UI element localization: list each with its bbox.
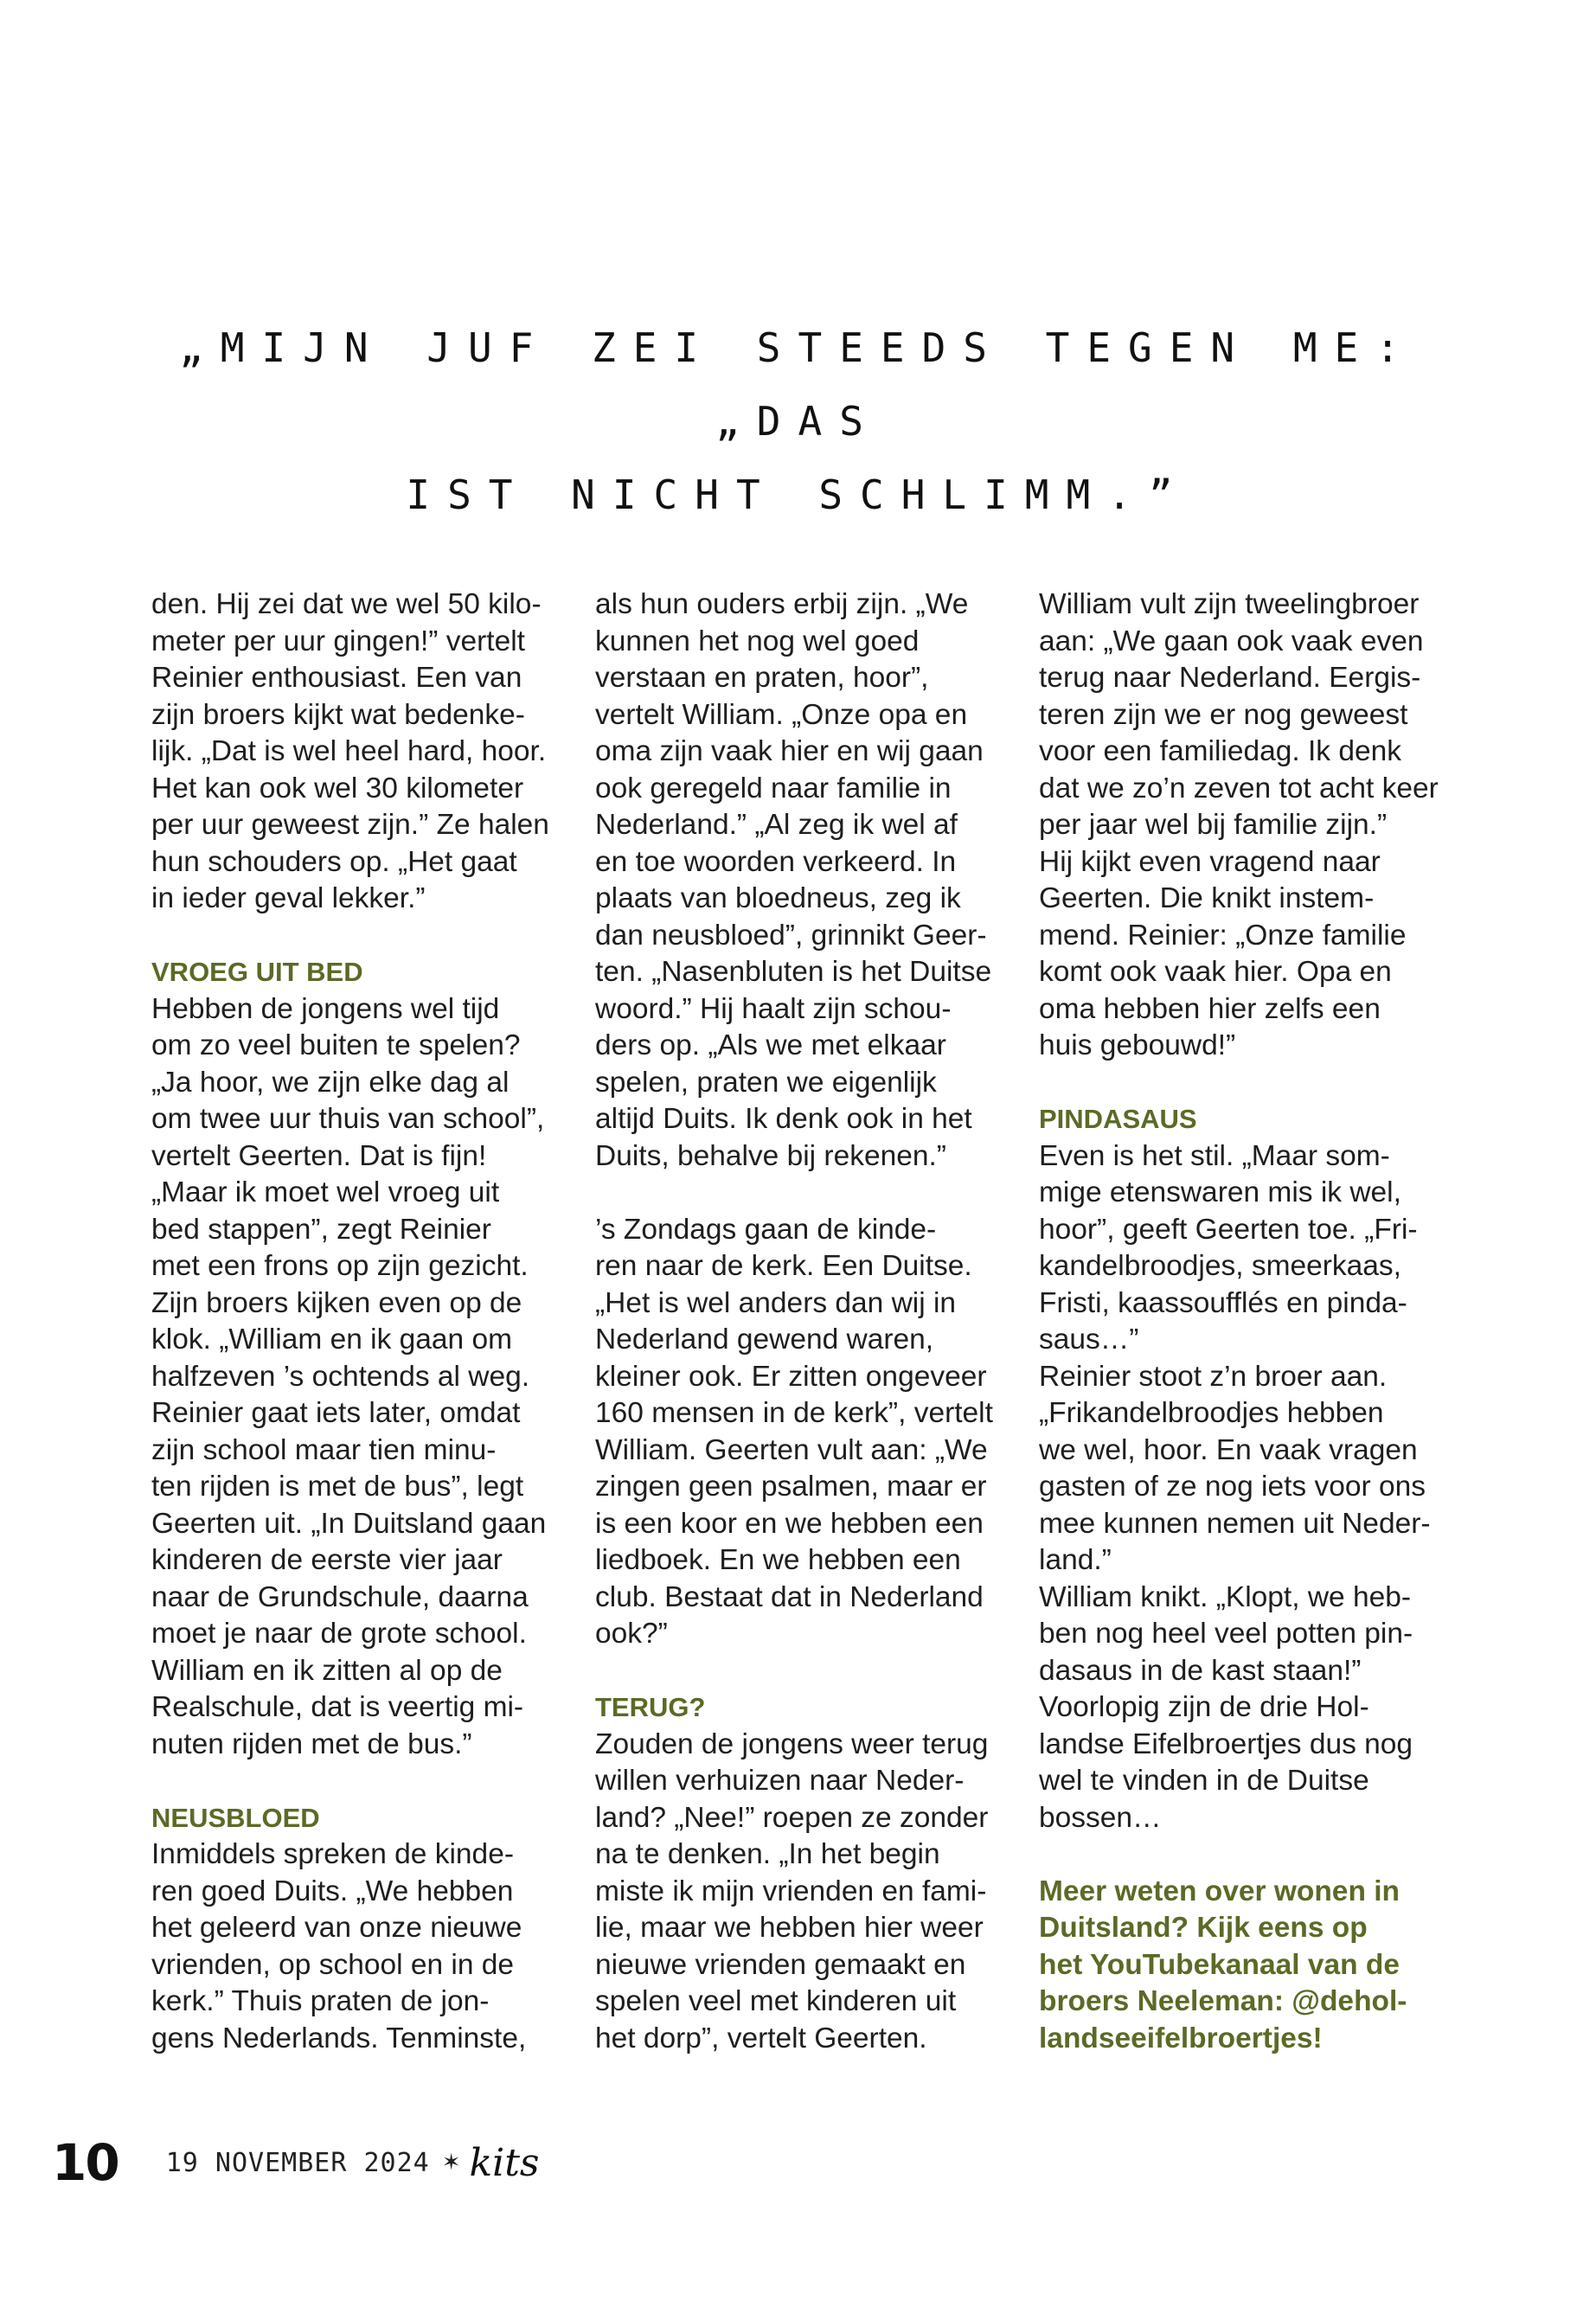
article-column-3 <box>1039 586 1467 2057</box>
text-line: oma hebben hier zelfs een <box>1039 992 1381 1025</box>
text-line: teren zijn we er nog geweest <box>1039 698 1408 731</box>
brand-logo: kits <box>469 2140 540 2185</box>
text-line: Reinier stoot z’n broer aan. <box>1039 1360 1388 1393</box>
text-line: „Het is wel anders dan wij in <box>595 1286 957 1319</box>
text-line: Reinier enthousiast. Een van <box>151 662 522 694</box>
text-line: we wel, hoor. En vaak vragen <box>1039 1433 1418 1466</box>
text-line: mee kunnen nemen uit Neder- <box>1039 1507 1431 1540</box>
text-line: hoor”, geeft Geerten toe. „Fri- <box>1039 1213 1418 1246</box>
text-line: land.” <box>1039 1544 1112 1576</box>
text-line: Realschule, dat is veertig mi- <box>151 1691 524 1723</box>
text-line: ben nog heel veel potten pin- <box>1039 1618 1413 1650</box>
text-line: vertelt William. „Onze opa en <box>595 698 968 731</box>
text-line: ook?” <box>595 1618 668 1650</box>
text-line: 160 mensen in de kerk”, vertelt <box>595 1397 993 1429</box>
paragraph-spacer <box>595 1175 1023 1212</box>
text-line: Fristi, kaassoufflés en pinda- <box>1039 1286 1407 1319</box>
text-line: Inmiddels spreken de kinde- <box>151 1838 514 1870</box>
text-line: naar de Grundschule, daarna <box>151 1580 529 1613</box>
text-line: hun schouders op. „Het gaat <box>151 845 517 878</box>
text-line: na te denken. „In het begin <box>595 1838 940 1870</box>
text-line: vertelt Geerten. Dat is fijn! <box>151 1139 487 1172</box>
text-line: dan neusbloed”, grinnikt Geer- <box>595 919 987 952</box>
section-heading: TERUG? <box>595 1692 706 1722</box>
pull-quote-line-2: IST NICHT SCHLIMM.” <box>406 471 1190 518</box>
paragraph-spacer <box>1039 1065 1467 1102</box>
text-line: voor een familiedag. Ik denk <box>1039 735 1401 767</box>
text-line: ren naar de kerk. Een Duitse. <box>595 1250 972 1282</box>
call-to-action <box>1039 1874 1467 2058</box>
text-line: land? „Nee!” roepen ze zonder <box>595 1801 989 1834</box>
section-heading: VROEG UIT BED <box>151 957 363 987</box>
text-line: en toe woorden verkeerd. In <box>595 845 957 878</box>
paragraph-spacer <box>151 1763 580 1800</box>
text-line: ook geregeld naar familie in <box>595 772 952 804</box>
text-line: huis gebouwd!” <box>1039 1029 1236 1061</box>
article-column-1 <box>151 586 580 2057</box>
text-line: Voorlopig zijn de drie Hol- <box>1039 1691 1369 1723</box>
paragraph <box>595 1212 1023 1653</box>
text-line: William en ik zitten al op de <box>151 1654 503 1687</box>
section-heading: NEUSBLOED <box>151 1802 320 1833</box>
text-line: Hij kijkt even vragend naar <box>1039 845 1381 878</box>
text-line: miste ik mijn vrienden en fami- <box>595 1875 987 1907</box>
text-line: moet je naar de grote school. <box>151 1618 527 1650</box>
star-icon: ✶ <box>441 2150 461 2175</box>
text-line: kleiner ook. Er zitten ongeveer <box>595 1360 987 1393</box>
text-line: terug naar Nederland. Eergis- <box>1039 662 1421 694</box>
text-line: gasten of ze nog iets voor ons <box>1039 1471 1426 1503</box>
text-line: Reinier gaat iets later, omdat <box>151 1397 521 1429</box>
text-line: club. Bestaat dat in Nederland <box>595 1580 984 1613</box>
text-line: William. Geerten vult aan: „We <box>595 1433 988 1466</box>
section-heading: PINDASAUS <box>1039 1104 1197 1134</box>
text-line: kinderen de eerste vier jaar <box>151 1544 503 1576</box>
text-line: nuten rijden met de bus.” <box>151 1727 472 1760</box>
text-line: altijd Duits. Ik denk ook in het <box>595 1103 972 1135</box>
text-line: ren goed Duits. „We hebben <box>151 1875 514 1907</box>
text-line: dat we zo’n zeven tot acht keer <box>1039 772 1439 804</box>
text-line: mend. Reinier: „Onze familie <box>1039 919 1407 952</box>
paragraph <box>595 1727 1023 2058</box>
text-line: ders op. „Als we met elkaar <box>595 1029 946 1061</box>
text-line: bed stappen”, zegt Reinier <box>151 1213 491 1246</box>
text-line: Meer weten over wonen in <box>1039 1875 1400 1907</box>
text-line: liedboek. En we hebben een <box>595 1544 961 1576</box>
text-line: Zijn broers kijken even op de <box>151 1286 522 1319</box>
text-line: den. Hij zei dat we wel 50 kilo- <box>151 588 542 620</box>
text-line: aan: „We gaan ook vaak even <box>1039 625 1424 657</box>
text-line: Nederland gewend waren, <box>595 1324 934 1356</box>
text-line: Hebben de jongens wel tijd <box>151 992 500 1025</box>
text-line: broers Neeleman: @dehol- <box>1039 1985 1407 2017</box>
paragraph <box>595 586 1023 1175</box>
pull-quote <box>156 311 1440 532</box>
paragraph <box>151 1836 580 2057</box>
text-line: woord.” Hij haalt zijn schou- <box>595 992 952 1025</box>
text-line: bossen… <box>1039 1801 1162 1834</box>
text-line: „Maar ik moet wel vroeg uit <box>151 1176 500 1208</box>
text-line: landseeifelbroertjes! <box>1039 2022 1323 2054</box>
text-line: Duitsland? Kijk eens op <box>1039 1912 1368 1944</box>
text-line: lijk. „Dat is wel heel hard, hoor. <box>151 735 547 767</box>
text-line: is een koor en we hebben een <box>595 1507 984 1540</box>
text-line: zijn school maar tien minu- <box>151 1433 497 1466</box>
text-line: wel te vinden in de Duitse <box>1039 1765 1369 1797</box>
text-line: gens Nederlands. Tenminste, <box>151 2022 527 2054</box>
text-line: „Ja hoor, we zijn elke dag al <box>151 1066 510 1099</box>
text-line: per uur geweest zijn.” Ze halen <box>151 809 549 841</box>
text-line: ’s Zondags gaan de kinde- <box>595 1213 937 1246</box>
text-line: het YouTubekanaal van de <box>1039 1948 1400 1981</box>
text-line: kunnen het nog wel goed <box>595 625 920 657</box>
article-column-2 <box>595 586 1023 2057</box>
text-line: landse Eifelbroertjes dus nog <box>1039 1727 1413 1760</box>
text-line: Het kan ook wel 30 kilometer <box>151 772 524 804</box>
text-line: willen verhuizen naar Neder- <box>595 1765 965 1797</box>
text-line: mige etenswaren mis ik wel, <box>1039 1176 1401 1208</box>
text-line: verstaan en praten, hoor”, <box>595 662 929 694</box>
text-line: saus…” <box>1039 1324 1139 1356</box>
text-line: zijn broers kijkt wat bedenke- <box>151 698 525 731</box>
text-line: spelen, praten we eigenlijk <box>595 1066 937 1099</box>
text-line: dasaus in de kast staan!” <box>1039 1654 1362 1687</box>
text-line: Even is het stil. „Maar som- <box>1039 1139 1390 1172</box>
text-line: ten rijden is met de bus”, legt <box>151 1471 524 1503</box>
text-line: kerk.” Thuis praten de jon- <box>151 1985 490 2017</box>
text-line: halfzeven ’s ochtends al weg. <box>151 1360 530 1393</box>
paragraph-spacer <box>595 1653 1023 1690</box>
text-line: klok. „William en ik gaan om <box>151 1324 513 1356</box>
text-line: Zouden de jongens weer terug <box>595 1727 989 1760</box>
paragraph <box>1039 586 1467 1065</box>
page-footer <box>52 2132 540 2193</box>
text-line: om twee uur thuis van school”, <box>151 1103 545 1135</box>
text-line: meter per uur gingen!” vertelt <box>151 625 525 657</box>
text-line: per jaar wel bij familie zijn.” <box>1039 809 1388 841</box>
paragraph <box>1039 1138 1467 1837</box>
text-line: lie, maar we hebben hier weer <box>595 1912 984 1944</box>
text-line: spelen veel met kinderen uit <box>595 1985 957 2017</box>
text-line: om zo veel buiten te spelen? <box>151 1029 521 1061</box>
issue-date: 19 NOVEMBER 2024 <box>165 2147 430 2178</box>
text-line: Nederland.” „Al zeg ik wel af <box>595 809 958 841</box>
text-line: Duits, behalve bij rekenen.” <box>595 1139 946 1172</box>
paragraph <box>151 991 580 1764</box>
text-line: William vult zijn tweelingbroer <box>1039 588 1420 620</box>
text-line: William knikt. „Klopt, we heb- <box>1039 1580 1412 1613</box>
paragraph-spacer <box>1039 1836 1467 1874</box>
pull-quote-line-1: „MIJN JUF ZEI STEEDS TEGEN ME: „DAS <box>179 324 1417 445</box>
text-line: het dorp”, vertelt Geerten. <box>595 2022 927 2054</box>
text-line: ten. „Nasenbluten is het Duitse <box>595 956 992 988</box>
text-line: Geerten uit. „In Duitsland gaan <box>151 1507 547 1540</box>
text-line: kandelbroodjes, smeerkaas, <box>1039 1250 1401 1282</box>
text-line: komt ook vaak hier. Opa en <box>1039 956 1392 988</box>
text-line: „Frikandelbroodjes hebben <box>1039 1397 1384 1429</box>
text-line: met een frons op zijn gezicht. <box>151 1250 529 1282</box>
text-line: Geerten. Die knikt instem- <box>1039 882 1375 914</box>
text-line: plaats van bloedneus, zeg ik <box>595 882 961 914</box>
page-number: 10 <box>52 2133 119 2192</box>
text-line: oma zijn vaak hier en wij gaan <box>595 735 984 767</box>
text-line: zingen geen psalmen, maar er <box>595 1471 987 1503</box>
paragraph <box>151 586 580 918</box>
paragraph-spacer <box>151 918 580 955</box>
text-line: vrienden, op school en in de <box>151 1948 515 1981</box>
text-line: als hun ouders erbij zijn. „We <box>595 588 969 620</box>
text-line: nieuwe vrienden gemaakt en <box>595 1948 966 1981</box>
text-line: in ieder geval lekker.” <box>151 882 426 914</box>
text-line: het geleerd van onze nieuwe <box>151 1912 522 1944</box>
